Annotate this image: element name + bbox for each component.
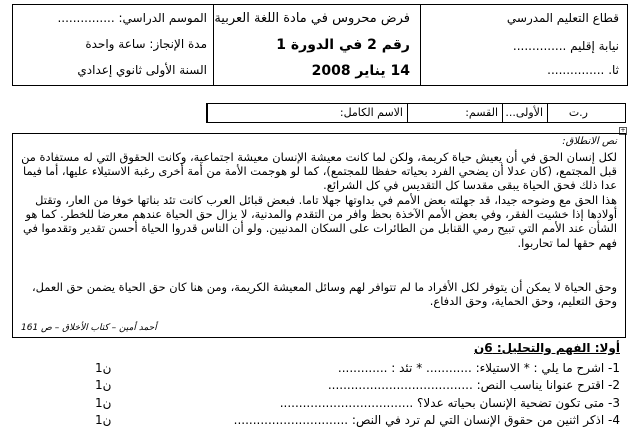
- student-info-row: [206, 103, 626, 123]
- section-cell[interactable]: القسم:: [407, 104, 502, 122]
- grade-text: السنة الأولى ثانوي إعدادي: [77, 63, 207, 77]
- first-year-cell: الأولى...: [502, 104, 547, 122]
- question-4: 4- اذكر اثنين من حقوق الإنسان التي لم ترد في النص: ..............................: [233, 413, 620, 427]
- header-right-column: [421, 5, 627, 85]
- blank-cell[interactable]: [592, 104, 625, 122]
- question-1-mark: 1ن: [95, 361, 112, 375]
- exam-number: رقم 2 في الدورة 1: [276, 37, 410, 53]
- duration-text: مدة الإنجاز: ساعة واحدة: [85, 37, 207, 51]
- header-middle-column: [213, 5, 421, 85]
- move-handle-icon[interactable]: +: [620, 127, 626, 134]
- reading-text-frame: [12, 133, 626, 338]
- header-left-column: [13, 5, 215, 85]
- rank-cell[interactable]: ر.ت: [547, 104, 592, 122]
- question-4-mark: 1ن: [95, 413, 112, 427]
- question-3-mark: 1ن: [95, 396, 112, 410]
- full-name-cell[interactable]: الاسم الكامل:: [207, 104, 407, 122]
- section-title: أولا: الفهم والتحليل: 6ن: [474, 341, 620, 355]
- school-year-text: الموسم الدراسي: ...............: [57, 11, 207, 25]
- exam-title: فرض محروس في مادة اللغة العربية: [214, 11, 410, 26]
- paragraph-2: هذا الحق مع وضوحه جيدا، قد جهلته بعض الأمم في بداوتها جهلا تاما. فبعض قبائل العرب كانت تئد بناتها خوفا من العار، وتقتل أولادها إذا خشيت الفقر، وفي بعض الأمم الآخذة بحظ وافر من التقدم والمدنية، لا يزال حق الحياة عندهم معرضا للخطر. كما هو الشأن عند الأمم التي تبيح رمي القنابل من الطائرات على السكان المدنيين. ولو أن الناس قدروا الحياة أحسن تقدير وتقدموا في فهم حقها لما تحاربوا.: [22, 193, 617, 250]
- question-1: 1- اشرح ما يلي : * الاستيلاء: ............ * تئد : .............: [337, 361, 620, 375]
- paragraph-3: وحق الحياة لا يمكن أن يتوفر لكل الأفراد ما لم تتوافر لهم وسائل المعيشة الكريمة، ومن هنا كان حق الحياة يضمن حق العمل، وحق التعليم، وحق الحماية، وحق الدفاع.: [31, 280, 617, 309]
- question-2-mark: 1ن: [95, 378, 112, 392]
- header-table: [12, 4, 628, 86]
- sector-text: قطاع التعليم المدرسي: [506, 11, 619, 25]
- province-text: نيابة إقليم ..............: [512, 39, 619, 53]
- question-3: 3- متى تكون تضحية الإنسان بحياته عدلا؟ ...................................: [279, 396, 620, 410]
- exam-date: 14 يناير 2008: [311, 63, 410, 79]
- school-text: ثا. ...............: [547, 63, 619, 77]
- paragraph-1: لكل إنسان الحق في أن يعيش حياة كريمة، ولكن لما كانت معيشة الإنسان معيشة اجتماعية، وكانت الحقوق التي له مستفادة من قبل المجتمع، (كان عدلا أن يضحي الفرد بحياته حفظا للمجتمع)، كما لو هوجمت الأمة من أمة أخرى رغبة الاستيلاء عليها، أما فيما عدا ذلك فحق الحياة يبقى مقدسا كل التقديس في كل الشرائع.: [21, 150, 617, 193]
- source-citation: أحمد أمين – كتاب الأخلاق – ص 161: [21, 323, 157, 333]
- text-label: نص الانطلاق:: [562, 136, 617, 147]
- question-2: 2- اقترح عنوانا يناسب النص: ......................................: [327, 378, 620, 392]
